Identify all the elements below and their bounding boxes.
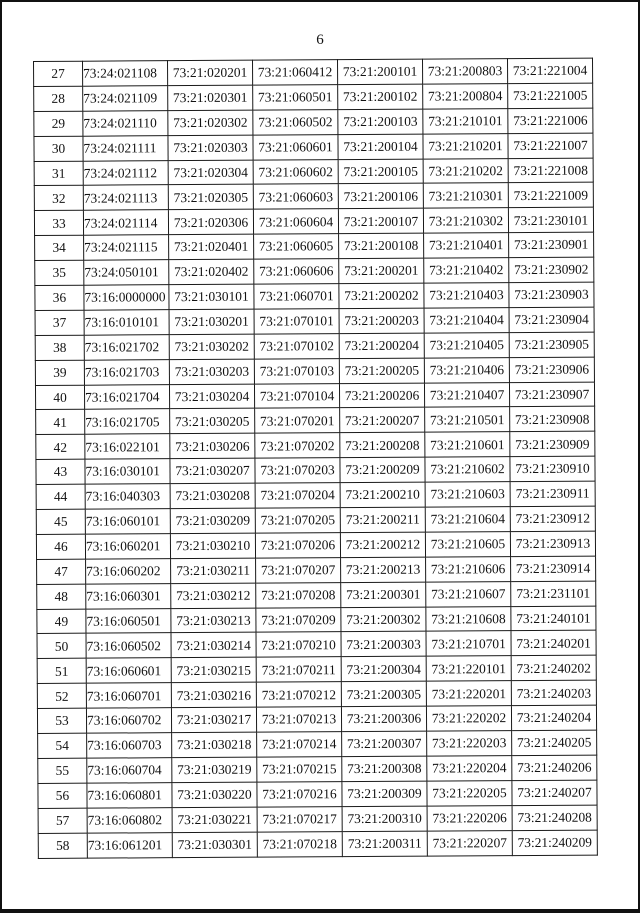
cadastral-number-cell: 73:21:070203 bbox=[255, 458, 340, 483]
table-row bbox=[37, 631, 596, 659]
cadastral-number-cell: 73:21:200308 bbox=[342, 756, 427, 781]
cadastral-number-cell: 73:21:060605 bbox=[254, 234, 339, 259]
cadastral-number-cell: 73:21:030212 bbox=[171, 583, 256, 608]
cadastral-number-cell: 73:21:070217 bbox=[257, 806, 342, 831]
cadastral-number-cell: 73:21:200211 bbox=[340, 507, 425, 532]
cadastral-number-cell: 73:21:200103 bbox=[338, 109, 423, 134]
table-row bbox=[37, 655, 596, 683]
row-number: 51 bbox=[37, 659, 86, 684]
cadastral-number-cell: 73:21:020305 bbox=[168, 185, 253, 210]
cadastral-number-cell: 73:21:200207 bbox=[340, 408, 425, 433]
cadastral-number-cell: 73:21:221004 bbox=[507, 58, 592, 83]
row-number: 55 bbox=[38, 758, 87, 783]
cadastral-number-cell: 73:21:070204 bbox=[255, 483, 340, 508]
cadastral-number-cell: 73:21:230911 bbox=[510, 481, 595, 506]
cadastral-number-cell: 73:21:030221 bbox=[172, 807, 257, 832]
cadastral-number-cell: 73:16:010101 bbox=[84, 310, 169, 335]
row-number: 33 bbox=[34, 211, 83, 236]
row-number: 38 bbox=[35, 335, 84, 360]
table-row bbox=[34, 158, 593, 186]
cadastral-number-cell: 73:21:030220 bbox=[172, 782, 257, 807]
cadastral-number-cell: 73:16:060101 bbox=[85, 509, 170, 534]
cadastral-number-cell: 73:21:200305 bbox=[341, 681, 426, 706]
cadastral-number-cell: 73:21:030208 bbox=[170, 483, 255, 508]
cadastral-number-cell: 73:21:240203 bbox=[511, 680, 596, 705]
cadastral-number-cell: 73:21:060412 bbox=[252, 60, 337, 85]
table-row bbox=[35, 232, 594, 260]
cadastral-number-cell: 73:21:020306 bbox=[168, 210, 253, 235]
cadastral-number-cell: 73:16:030101 bbox=[85, 459, 170, 484]
cadastral-number-cell: 73:21:210404 bbox=[424, 308, 509, 333]
cadastral-number-cell: 73:21:210201 bbox=[423, 133, 508, 158]
cadastral-number-cell: 73:21:070209 bbox=[256, 607, 341, 632]
row-number: 57 bbox=[38, 808, 87, 833]
cadastral-number-cell: 73:21:020201 bbox=[168, 60, 253, 85]
cadastral-number-cell: 73:16:061201 bbox=[87, 832, 172, 857]
cadastral-number-cell: 73:21:220201 bbox=[426, 681, 511, 706]
row-number: 28 bbox=[34, 86, 83, 111]
cadastral-number-cell: 73:21:030207 bbox=[170, 458, 255, 483]
table-row bbox=[36, 407, 595, 435]
row-number: 32 bbox=[34, 186, 83, 211]
cadastral-number-cell: 73:21:200203 bbox=[339, 308, 424, 333]
cadastral-number-cell: 73:21:200202 bbox=[339, 283, 424, 308]
cadastral-number-cell: 73:21:221007 bbox=[508, 133, 593, 158]
cadastral-number-cell: 73:21:030215 bbox=[171, 658, 256, 683]
cadastral-number-cell: 73:21:220202 bbox=[426, 706, 511, 731]
cadastral-number-cell: 73:16:060301 bbox=[86, 583, 171, 608]
table-row bbox=[36, 456, 595, 484]
cadastral-number-cell: 73:21:210405 bbox=[424, 332, 509, 357]
cadastral-number-cell: 73:24:021114 bbox=[83, 210, 168, 235]
cadastral-number-cell: 73:21:070207 bbox=[256, 557, 341, 582]
cadastral-number-cell: 73:16:060601 bbox=[86, 658, 171, 683]
row-number: 46 bbox=[36, 534, 85, 559]
row-number: 53 bbox=[37, 708, 86, 733]
cadastral-number-cell: 73:21:230908 bbox=[510, 407, 595, 432]
cadastral-number-cell: 73:21:060601 bbox=[253, 134, 338, 159]
cadastral-number-cell: 73:21:240201 bbox=[511, 631, 596, 656]
cadastral-number-cell: 73:21:070102 bbox=[254, 333, 339, 358]
cadastral-number-cell: 73:24:021113 bbox=[83, 185, 168, 210]
table-row bbox=[36, 481, 595, 509]
cadastral-number-cell: 73:16:060701 bbox=[86, 683, 171, 708]
cadastral-number-cell: 73:21:210602 bbox=[425, 457, 510, 482]
table-row bbox=[38, 830, 597, 858]
row-number: 54 bbox=[38, 733, 87, 758]
cadastral-number-cell: 73:21:200205 bbox=[339, 358, 424, 383]
row-number: 42 bbox=[36, 435, 85, 460]
cadastral-number-cell: 73:21:240207 bbox=[512, 780, 597, 805]
cadastral-number-cell: 73:21:200803 bbox=[422, 59, 507, 84]
cadastral-number-cell: 73:16:0000000 bbox=[84, 285, 169, 310]
table-row bbox=[36, 431, 595, 459]
cadastral-number-cell: 73:21:020301 bbox=[168, 85, 253, 110]
page-number: 6 bbox=[316, 32, 324, 48]
cadastral-number-cell: 73:24:021111 bbox=[83, 135, 168, 160]
cadastral-number-cell: 73:21:200201 bbox=[339, 258, 424, 283]
cadastral-number-cell: 73:21:070103 bbox=[254, 358, 339, 383]
cadastral-number-cell: 73:21:030202 bbox=[169, 334, 254, 359]
cadastral-number-cell: 73:21:030201 bbox=[169, 309, 254, 334]
row-number: 45 bbox=[36, 509, 85, 534]
cadastral-number-cell: 73:16:060801 bbox=[87, 782, 172, 807]
cadastral-number-cell: 73:21:200306 bbox=[341, 706, 426, 731]
cadastral-number-cell: 73:21:220207 bbox=[427, 830, 512, 855]
cadastral-number-cell: 73:21:030211 bbox=[171, 558, 256, 583]
cadastral-number-cell: 73:21:070208 bbox=[256, 582, 341, 607]
cadastral-number-cell: 73:21:200310 bbox=[342, 806, 427, 831]
cadastral-number-cell: 73:21:200309 bbox=[342, 781, 427, 806]
cadastral-number-cell: 73:21:070202 bbox=[255, 433, 340, 458]
cadastral-number-cell: 73:21:200212 bbox=[340, 532, 425, 557]
row-number: 56 bbox=[38, 783, 87, 808]
cadastral-number-cell: 73:21:221006 bbox=[508, 108, 593, 133]
cadastral-number-cell: 73:21:221008 bbox=[508, 158, 593, 183]
cadastral-number-cell: 73:21:060606 bbox=[254, 259, 339, 284]
cadastral-number-cell: 73:21:210606 bbox=[426, 556, 511, 581]
cadastral-number-cell: 73:21:200206 bbox=[339, 383, 424, 408]
cadastral-number-cell: 73:21:230909 bbox=[510, 431, 595, 456]
cadastral-number-cell: 73:21:230902 bbox=[509, 257, 594, 282]
cadastral-number-cell: 73:21:070206 bbox=[255, 533, 340, 558]
cadastral-number-cell: 73:21:030301 bbox=[172, 832, 257, 857]
row-number: 35 bbox=[35, 260, 84, 285]
cadastral-number-cell: 73:21:230907 bbox=[509, 382, 594, 407]
row-number: 50 bbox=[37, 634, 86, 659]
table-row bbox=[37, 581, 596, 609]
cadastral-number-cell: 73:21:030101 bbox=[169, 284, 254, 309]
cadastral-number-cell: 73:21:210202 bbox=[423, 158, 508, 183]
cadastral-number-cell: 73:21:200104 bbox=[338, 134, 423, 159]
cadastral-number-cell: 73:16:060802 bbox=[87, 807, 172, 832]
cadastral-number-cell: 73:21:230101 bbox=[508, 207, 593, 232]
row-number: 37 bbox=[35, 310, 84, 335]
cadastral-number-cell: 73:21:070101 bbox=[254, 309, 339, 334]
cadastral-number-cell: 73:21:210605 bbox=[425, 532, 510, 557]
cadastral-number-cell: 73:16:060704 bbox=[87, 758, 172, 783]
row-number: 41 bbox=[36, 410, 85, 435]
cadastral-number-cell: 73:21:210501 bbox=[425, 407, 510, 432]
cadastral-number-cell: 73:21:060502 bbox=[253, 109, 338, 134]
cadastral-number-cell: 73:16:021703 bbox=[84, 359, 169, 384]
cadastral-number-cell: 73:21:230912 bbox=[510, 506, 595, 531]
table-row bbox=[35, 382, 594, 410]
cadastral-number-cell: 73:24:021112 bbox=[83, 160, 168, 185]
cadastral-number-cell: 73:21:030219 bbox=[172, 757, 257, 782]
cadastral-number-cell: 73:21:070201 bbox=[255, 408, 340, 433]
cadastral-number-cell: 73:21:020303 bbox=[168, 135, 253, 160]
cadastral-number-cell: 73:21:230904 bbox=[509, 307, 594, 332]
cadastral-number-cell: 73:21:210302 bbox=[423, 208, 508, 233]
table-row bbox=[34, 58, 593, 86]
cadastral-number-cell: 73:21:231101 bbox=[511, 581, 596, 606]
cadastral-number-cell: 73:21:200311 bbox=[342, 831, 427, 856]
table-row bbox=[38, 805, 597, 833]
table-row bbox=[35, 257, 594, 285]
cadastral-number-cell: 73:21:210301 bbox=[423, 183, 508, 208]
cadastral-number-cell: 73:16:040303 bbox=[85, 484, 170, 509]
cadastral-number-cell: 73:16:022101 bbox=[85, 434, 170, 459]
table-body bbox=[34, 58, 598, 858]
cadastral-number-cell: 73:21:230914 bbox=[511, 556, 596, 581]
cadastral-number-cell: 73:21:240205 bbox=[512, 730, 597, 755]
cadastral-number-cell: 73:21:200106 bbox=[338, 184, 423, 209]
table-row bbox=[36, 531, 595, 559]
table-row bbox=[35, 332, 594, 360]
cadastral-number-cell: 73:21:210601 bbox=[425, 432, 510, 457]
table-row bbox=[37, 705, 596, 733]
cadastral-number-cell: 73:24:021109 bbox=[83, 86, 168, 111]
cadastral-number-cell: 73:16:060502 bbox=[86, 633, 171, 658]
table-row bbox=[34, 83, 593, 111]
cadastral-number-cell: 73:21:030214 bbox=[171, 633, 256, 658]
cadastral-number-cell: 73:21:200101 bbox=[337, 59, 422, 84]
row-number: 49 bbox=[37, 609, 86, 634]
table-row bbox=[34, 183, 593, 211]
cadastral-number-cell: 73:21:060604 bbox=[253, 209, 338, 234]
row-number: 31 bbox=[34, 161, 83, 186]
cadastral-number-cell: 73:21:220101 bbox=[426, 656, 511, 681]
cadastral-number-cell: 73:21:070216 bbox=[257, 781, 342, 806]
row-number: 48 bbox=[37, 584, 86, 609]
cadastral-number-cell: 73:21:200102 bbox=[338, 84, 423, 109]
cadastral-number-cell: 73:21:030218 bbox=[172, 732, 257, 757]
cadastral-number-cell: 73:21:020402 bbox=[169, 259, 254, 284]
cadastral-number-cell: 73:21:070205 bbox=[255, 508, 340, 533]
cadastral-number-cell: 73:21:220203 bbox=[427, 731, 512, 756]
cadastral-number-cell: 73:21:030209 bbox=[170, 508, 255, 533]
cadastral-number-cell: 73:21:240204 bbox=[511, 705, 596, 730]
cadastral-number-cell: 73:21:070218 bbox=[257, 831, 342, 856]
cadastral-number-cell: 73:21:210407 bbox=[424, 382, 509, 407]
cadastral-number-cell: 73:21:200307 bbox=[342, 731, 427, 756]
table-row bbox=[34, 207, 593, 235]
cadastral-number-cell: 73:21:230906 bbox=[509, 357, 594, 382]
cadastral-number-cell: 73:21:210406 bbox=[424, 357, 509, 382]
cadastral-number-cell: 73:21:030205 bbox=[170, 409, 255, 434]
cadastral-number-cell: 73:21:020302 bbox=[168, 110, 253, 135]
cadastral-number-cell: 73:21:230905 bbox=[509, 332, 594, 357]
cadastral-table bbox=[33, 58, 598, 859]
cadastral-number-cell: 73:21:220204 bbox=[427, 756, 512, 781]
cadastral-number-cell: 73:21:030206 bbox=[170, 434, 255, 459]
cadastral-number-cell: 73:21:230913 bbox=[510, 531, 595, 556]
cadastral-number-cell: 73:21:220205 bbox=[427, 780, 512, 805]
cadastral-number-cell: 73:21:200210 bbox=[340, 482, 425, 507]
cadastral-number-cell: 73:21:210701 bbox=[426, 631, 511, 656]
row-number: 44 bbox=[36, 484, 85, 509]
cadastral-number-cell: 73:21:070214 bbox=[257, 732, 342, 757]
cadastral-number-cell: 73:21:060603 bbox=[253, 184, 338, 209]
cadastral-number-cell: 73:21:200304 bbox=[341, 656, 426, 681]
cadastral-number-cell: 73:16:060501 bbox=[86, 608, 171, 633]
cadastral-number-cell: 73:21:210402 bbox=[424, 258, 509, 283]
cadastral-number-cell: 73:21:200208 bbox=[340, 432, 425, 457]
table-row bbox=[35, 307, 594, 335]
cadastral-number-cell: 73:16:021702 bbox=[84, 334, 169, 359]
cadastral-number-cell: 73:21:210401 bbox=[424, 233, 509, 258]
cadastral-number-cell: 73:21:030204 bbox=[169, 384, 254, 409]
table-row bbox=[37, 680, 596, 708]
cadastral-number-cell: 73:16:021705 bbox=[85, 409, 170, 434]
cadastral-number-cell: 73:21:060501 bbox=[253, 85, 338, 110]
cadastral-number-cell: 73:21:200209 bbox=[340, 457, 425, 482]
cadastral-number-cell: 73:21:070211 bbox=[256, 657, 341, 682]
row-number: 27 bbox=[34, 61, 83, 86]
cadastral-number-cell: 73:21:030203 bbox=[169, 359, 254, 384]
table-row bbox=[38, 730, 597, 758]
cadastral-number-cell: 73:21:020304 bbox=[168, 160, 253, 185]
cadastral-number-cell: 73:21:200213 bbox=[341, 557, 426, 582]
cadastral-number-cell: 73:21:210608 bbox=[426, 606, 511, 631]
cadastral-number-cell: 73:21:030216 bbox=[171, 682, 256, 707]
row-number: 40 bbox=[35, 385, 84, 410]
cadastral-number-cell: 73:21:210604 bbox=[425, 507, 510, 532]
cadastral-number-cell: 73:21:221009 bbox=[508, 183, 593, 208]
cadastral-number-cell: 73:21:230901 bbox=[509, 232, 594, 257]
table-row bbox=[37, 606, 596, 634]
cadastral-number-cell: 73:21:240209 bbox=[512, 830, 597, 855]
cadastral-number-cell: 73:16:060703 bbox=[87, 733, 172, 758]
cadastral-number-cell: 73:21:030217 bbox=[171, 707, 256, 732]
table-row bbox=[35, 357, 594, 385]
cadastral-number-cell: 73:21:020401 bbox=[169, 234, 254, 259]
cadastral-number-cell: 73:16:060202 bbox=[86, 558, 171, 583]
cadastral-number-cell: 73:21:240101 bbox=[511, 606, 596, 631]
cadastral-number-cell: 73:16:021704 bbox=[84, 384, 169, 409]
cadastral-number-cell: 73:21:200804 bbox=[423, 83, 508, 108]
cadastral-number-cell: 73:21:200302 bbox=[341, 607, 426, 632]
cadastral-number-cell: 73:21:200301 bbox=[341, 582, 426, 607]
cadastral-number-cell: 73:21:070215 bbox=[257, 757, 342, 782]
table-row bbox=[36, 506, 595, 534]
cadastral-number-cell: 73:21:200105 bbox=[338, 159, 423, 184]
cadastral-number-cell: 73:24:021115 bbox=[84, 235, 169, 260]
row-number: 47 bbox=[37, 559, 86, 584]
cadastral-number-cell: 73:21:210403 bbox=[424, 283, 509, 308]
cadastral-number-cell: 73:21:200108 bbox=[339, 233, 424, 258]
cadastral-number-cell: 73:21:070213 bbox=[256, 707, 341, 732]
table-row bbox=[37, 556, 596, 584]
cadastral-number-cell: 73:21:070212 bbox=[256, 682, 341, 707]
cadastral-number-cell: 73:21:200303 bbox=[341, 632, 426, 657]
cadastral-number-cell: 73:21:070210 bbox=[256, 632, 341, 657]
cadastral-number-cell: 73:21:030213 bbox=[171, 608, 256, 633]
cadastral-number-cell: 73:21:210603 bbox=[425, 482, 510, 507]
cadastral-number-cell: 73:24:021110 bbox=[83, 110, 168, 135]
cadastral-number-cell: 73:16:060702 bbox=[86, 708, 171, 733]
cadastral-number-cell: 73:21:200107 bbox=[338, 208, 423, 233]
table-row bbox=[34, 133, 593, 161]
cadastral-number-cell: 73:21:030210 bbox=[170, 533, 255, 558]
cadastral-number-cell: 73:21:210101 bbox=[423, 108, 508, 133]
row-number: 39 bbox=[35, 360, 84, 385]
row-number: 34 bbox=[35, 235, 84, 260]
table-row bbox=[34, 108, 593, 136]
table-row bbox=[38, 755, 597, 783]
row-number: 58 bbox=[38, 833, 87, 858]
row-number: 29 bbox=[34, 111, 83, 136]
cadastral-number-cell: 73:21:240202 bbox=[511, 655, 596, 680]
cadastral-number-cell: 73:21:200204 bbox=[339, 333, 424, 358]
row-number: 30 bbox=[34, 136, 83, 161]
cadastral-number-cell: 73:21:060701 bbox=[254, 284, 339, 309]
cadastral-number-cell: 73:21:220206 bbox=[427, 805, 512, 830]
table-row bbox=[38, 780, 597, 808]
cadastral-number-cell: 73:21:230910 bbox=[510, 456, 595, 481]
cadastral-number-cell: 73:21:210607 bbox=[426, 581, 511, 606]
cadastral-number-cell: 73:21:230903 bbox=[509, 282, 594, 307]
row-number: 43 bbox=[36, 459, 85, 484]
cadastral-number-cell: 73:21:240206 bbox=[512, 755, 597, 780]
cadastral-number-cell: 73:16:060201 bbox=[85, 534, 170, 559]
cadastral-number-cell: 73:21:070104 bbox=[254, 383, 339, 408]
table-row bbox=[35, 282, 594, 310]
row-number: 52 bbox=[37, 683, 86, 708]
cadastral-number-cell: 73:24:021108 bbox=[83, 61, 168, 86]
cadastral-number-cell: 73:21:221005 bbox=[508, 83, 593, 108]
cadastral-number-cell: 73:24:050101 bbox=[84, 260, 169, 285]
row-number: 36 bbox=[35, 285, 84, 310]
cadastral-number-cell: 73:21:060602 bbox=[253, 159, 338, 184]
cadastral-number-cell: 73:21:240208 bbox=[512, 805, 597, 830]
